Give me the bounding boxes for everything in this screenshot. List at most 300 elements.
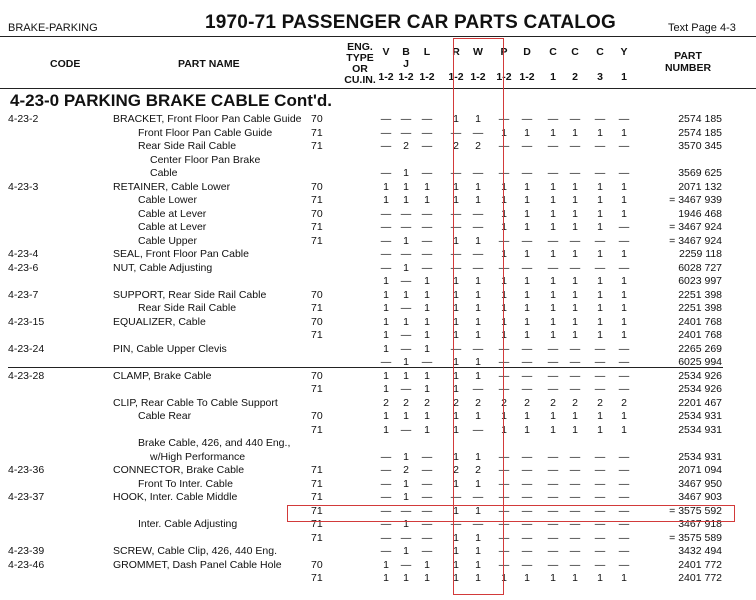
row-vehicle-qty: 1 [403, 261, 409, 274]
row-vehicle-qty: 1 [524, 315, 530, 328]
row-part-name: CLIP, Rear Cable To Cable Support [113, 396, 278, 409]
row-code: 4-23-37 [8, 491, 45, 503]
row-vehicle-qty: 1 [597, 315, 603, 328]
row-part-number: 2534 931 [678, 450, 722, 463]
row-vehicle-qty: — [472, 383, 484, 395]
row-vehicle-qty: 1 [501, 194, 507, 206]
row-vehicle-qty: — [400, 275, 412, 287]
row-part-name: Front To Inter. Cable [138, 477, 233, 490]
row-vehicle-qty: 1 [453, 558, 459, 571]
row-vehicle-qty: 2 [424, 396, 430, 409]
row-vehicle-qty: — [594, 383, 606, 395]
row-eng-type: 70 [311, 180, 323, 193]
row-vehicle-qty: 1 [524, 302, 530, 314]
row-part-name: NUT, Cable Adjusting [113, 261, 213, 274]
row-vehicle-qty: 1 [475, 315, 481, 328]
row-vehicle-qty: — [400, 423, 412, 436]
row-vehicle-qty: — [400, 207, 412, 220]
row-vehicle-qty: 2 [453, 140, 459, 152]
row-code: 4-23-39 [8, 545, 45, 557]
row-vehicle-qty: 1 [597, 302, 603, 314]
row-vehicle-qty: 1 [501, 221, 507, 233]
row-vehicle-qty: 1 [597, 221, 603, 233]
row-vehicle-qty: — [380, 126, 392, 139]
row-vehicle-qty: 2 [383, 396, 389, 409]
row-vehicle-qty: — [547, 491, 559, 503]
row-vehicle-qty: — [498, 369, 510, 382]
row-eng-type: 71 [311, 126, 323, 139]
row-vehicle-qty: 1 [524, 221, 530, 233]
row-vehicle-qty: 2 [453, 396, 459, 409]
row-vehicle-qty: 1 [572, 221, 578, 233]
vehicle-header-sub: 1-2 [519, 71, 535, 83]
row-vehicle-qty: 1 [475, 180, 481, 193]
row-vehicle-qty: 1 [501, 248, 507, 260]
row-eng-type: 70 [311, 207, 323, 220]
row-vehicle-qty: — [380, 248, 392, 260]
row-vehicle-qty: 1 [597, 248, 603, 260]
row-vehicle-qty: 1 [597, 275, 603, 287]
row-eng-type: 71 [311, 140, 323, 152]
row-vehicle-qty: 2 [475, 464, 481, 476]
row-vehicle-qty: 2 [597, 396, 603, 409]
row-vehicle-qty: 1 [424, 383, 430, 395]
row-part-name: Cable Rear [138, 410, 192, 422]
row-vehicle-qty: — [472, 342, 484, 355]
row-vehicle-qty: — [618, 342, 630, 355]
row-vehicle-qty: — [498, 167, 510, 179]
row-part-number: = 3467 924 [669, 234, 722, 247]
row-vehicle-qty: — [400, 531, 412, 544]
row-part-name: HOOK, Inter. Cable Middle [113, 491, 238, 503]
row-part-number: 2401 768 [678, 329, 722, 341]
row-vehicle-qty: — [521, 342, 533, 355]
highlight-row-3575592 [287, 505, 735, 522]
row-vehicle-qty: — [421, 491, 433, 503]
row-vehicle-qty: 2 [475, 140, 481, 152]
row-vehicle-qty: 2 [453, 464, 459, 476]
row-vehicle-qty: — [380, 545, 392, 557]
row-vehicle-qty: — [380, 531, 392, 544]
row-vehicle-qty: — [569, 558, 581, 571]
vehicle-header-sub: 1-2 [496, 71, 512, 83]
row-vehicle-qty: 1 [597, 410, 603, 422]
vehicle-header-letter: Y [620, 46, 628, 58]
row-code: 4-23-28 [8, 369, 45, 382]
row-vehicle-qty: — [569, 491, 581, 503]
row-vehicle-qty: 1 [383, 302, 389, 314]
row-vehicle-qty: — [421, 221, 433, 233]
vehicle-header-b-sub-letter: J [403, 58, 409, 70]
row-vehicle-qty: — [472, 518, 484, 530]
row-vehicle-qty: 1 [453, 356, 459, 368]
vehicle-header-letter: D [523, 46, 531, 58]
row-vehicle-qty: — [569, 545, 581, 557]
row-vehicle-qty: 1 [550, 302, 556, 314]
row-part-number: 2251 398 [678, 288, 722, 301]
row-vehicle-qty: — [547, 545, 559, 557]
row-part-number: 3467 918 [678, 518, 722, 530]
row-vehicle-qty: — [498, 261, 510, 274]
row-vehicle-qty: — [569, 342, 581, 355]
row-part-number: = 3575 592 [669, 504, 722, 517]
row-vehicle-qty: — [547, 342, 559, 355]
row-vehicle-qty: — [618, 356, 630, 368]
row-vehicle-qty: 1 [475, 410, 481, 422]
row-part-name: CONNECTOR, Brake Cable [113, 464, 245, 476]
row-part-number: 2574 185 [678, 126, 722, 139]
row-part-name: Cable Upper [138, 234, 197, 247]
row-part-number: 2401 772 [678, 558, 722, 571]
row-vehicle-qty: 1 [597, 126, 603, 139]
row-vehicle-qty: 1 [424, 315, 430, 328]
row-vehicle-qty: — [380, 464, 392, 476]
row-vehicle-qty: 1 [453, 113, 459, 125]
row-eng-type: 71 [311, 504, 323, 517]
row-vehicle-qty: 1 [403, 477, 409, 490]
vehicle-header-letter: W [473, 46, 483, 58]
row-vehicle-qty: — [594, 140, 606, 152]
row-vehicle-qty: — [547, 504, 559, 517]
vehicle-header-letter: L [423, 46, 431, 58]
row-vehicle-qty: — [521, 491, 533, 503]
row-part-number: 2265 269 [678, 342, 722, 355]
row-vehicle-qty: 1 [572, 248, 578, 260]
row-vehicle-qty: 1 [383, 180, 389, 193]
row-part-name: w/High Performance [150, 450, 246, 463]
row-vehicle-qty: 1 [424, 369, 430, 382]
row-vehicle-qty: — [618, 234, 630, 247]
row-vehicle-qty: — [380, 356, 392, 368]
row-vehicle-qty: — [594, 477, 606, 490]
row-vehicle-qty: 1 [424, 329, 430, 341]
row-part-number: 6023 997 [678, 275, 722, 287]
row-vehicle-qty: — [400, 383, 412, 395]
row-vehicle-qty: 1 [572, 275, 578, 287]
row-vehicle-qty: 2 [475, 396, 481, 409]
row-vehicle-qty: 1 [501, 180, 507, 193]
row-vehicle-qty: 1 [475, 302, 481, 314]
row-eng-type: 70 [311, 410, 323, 422]
row-vehicle-qty: — [547, 113, 559, 125]
row-vehicle-qty: 1 [621, 302, 627, 314]
row-vehicle-qty: — [498, 518, 510, 530]
row-vehicle-qty: — [618, 464, 630, 476]
row-vehicle-qty: 1 [424, 342, 430, 355]
vehicle-header-sub: 1-2 [398, 71, 414, 83]
row-part-name: BRACKET, Front Floor Pan Cable Guide [113, 113, 302, 125]
row-part-number: 3570 345 [678, 140, 722, 152]
row-eng-type: 71 [311, 194, 323, 206]
row-vehicle-qty: 1 [475, 477, 481, 490]
row-code: 4-23-46 [8, 558, 45, 571]
row-vehicle-qty: 1 [597, 180, 603, 193]
row-part-name: Center Floor Pan Brake [150, 153, 261, 166]
row-vehicle-qty: — [569, 140, 581, 152]
row-vehicle-qty: 1 [550, 410, 556, 422]
row-vehicle-qty: — [521, 383, 533, 395]
row-vehicle-qty: 1 [597, 288, 603, 301]
row-vehicle-qty: — [380, 491, 392, 503]
row-vehicle-qty: 1 [572, 207, 578, 220]
row-vehicle-qty: 1 [383, 369, 389, 382]
row-vehicle-qty: — [547, 261, 559, 274]
row-vehicle-qty: 1 [550, 329, 556, 341]
row-vehicle-qty: 1 [453, 450, 459, 463]
row-vehicle-qty: 1 [453, 329, 459, 341]
vehicle-header-letter: P [500, 46, 508, 58]
row-vehicle-qty: 1 [383, 329, 389, 341]
row-vehicle-qty: 1 [424, 572, 430, 584]
row-vehicle-qty: 2 [403, 140, 409, 152]
row-vehicle-qty: 1 [524, 180, 530, 193]
row-vehicle-qty: — [400, 504, 412, 517]
row-vehicle-qty: — [421, 261, 433, 274]
row-part-number: 1946 468 [678, 207, 722, 220]
row-vehicle-qty: — [380, 261, 392, 274]
row-vehicle-qty: 1 [453, 477, 459, 490]
row-vehicle-qty: 1 [453, 315, 459, 328]
row-vehicle-qty: 1 [383, 383, 389, 395]
row-vehicle-qty: — [618, 167, 630, 179]
row-vehicle-qty: — [618, 545, 630, 557]
row-vehicle-qty: 1 [621, 275, 627, 287]
row-vehicle-qty: — [618, 491, 630, 503]
row-vehicle-qty: 1 [524, 572, 530, 584]
row-part-name: Inter. Cable Adjusting [138, 518, 238, 530]
row-vehicle-qty: — [498, 234, 510, 247]
row-vehicle-qty: — [400, 342, 412, 355]
vehicle-header-letter: C [571, 46, 579, 58]
row-vehicle-qty: 1 [621, 288, 627, 301]
row-eng-type: 71 [311, 221, 323, 233]
row-vehicle-qty: 1 [424, 558, 430, 571]
row-vehicle-qty: — [380, 504, 392, 517]
row-vehicle-qty: 1 [403, 369, 409, 382]
row-vehicle-qty: 1 [501, 315, 507, 328]
row-vehicle-qty: — [400, 126, 412, 139]
row-vehicle-qty: 1 [475, 329, 481, 341]
row-vehicle-qty: — [472, 207, 484, 220]
row-vehicle-qty: 1 [403, 572, 409, 584]
header-bottom-rule [0, 88, 756, 89]
row-vehicle-qty: — [569, 531, 581, 544]
row-vehicle-qty: 1 [501, 572, 507, 584]
row-part-name: SCREW, Cable Clip, 426, 440 Eng. [113, 545, 278, 557]
row-eng-type: 71 [311, 464, 323, 476]
row-vehicle-qty: 1 [453, 180, 459, 193]
row-vehicle-qty: — [450, 261, 462, 274]
row-vehicle-qty: 1 [550, 572, 556, 584]
row-vehicle-qty: 1 [572, 194, 578, 206]
row-vehicle-qty: — [594, 234, 606, 247]
row-vehicle-qty: 1 [572, 315, 578, 328]
row-vehicle-qty: — [380, 167, 392, 179]
row-vehicle-qty: 1 [383, 342, 389, 355]
row-part-number: 3467 950 [678, 477, 722, 490]
row-vehicle-qty: 1 [572, 572, 578, 584]
row-vehicle-qty: — [594, 531, 606, 544]
row-part-name: Front Floor Pan Cable Guide [138, 126, 273, 139]
row-vehicle-qty: — [521, 167, 533, 179]
row-code: 4-23-24 [8, 342, 45, 355]
row-vehicle-qty: 1 [424, 275, 430, 287]
row-vehicle-qty: — [521, 234, 533, 247]
row-part-name: Cable at Lever [138, 221, 207, 233]
row-vehicle-qty: — [594, 464, 606, 476]
row-eng-type: 71 [311, 234, 323, 247]
row-vehicle-qty: — [594, 167, 606, 179]
row-vehicle-qty: 1 [383, 194, 389, 206]
row-vehicle-qty: — [421, 234, 433, 247]
row-part-number: 2534 926 [678, 369, 722, 382]
row-vehicle-qty: 2 [621, 396, 627, 409]
row-vehicle-qty: — [569, 167, 581, 179]
row-vehicle-qty: — [569, 504, 581, 517]
row-vehicle-qty: 1 [475, 545, 481, 557]
row-vehicle-qty: — [472, 261, 484, 274]
row-vehicle-qty: — [421, 113, 433, 125]
row-vehicle-qty: 1 [475, 194, 481, 206]
row-vehicle-qty: 1 [550, 207, 556, 220]
row-vehicle-qty: — [618, 369, 630, 382]
row-vehicle-qty: — [521, 369, 533, 382]
row-vehicle-qty: 1 [597, 423, 603, 436]
row-part-number: = 3575 589 [669, 531, 722, 544]
row-vehicle-qty: — [421, 450, 433, 463]
row-vehicle-qty: — [380, 113, 392, 125]
row-vehicle-qty: 1 [524, 288, 530, 301]
column-header-part-name: PART NAME [178, 58, 240, 70]
row-eng-type: 71 [311, 383, 323, 395]
row-part-number: 2574 185 [678, 113, 722, 125]
header-top-rule [0, 36, 756, 37]
vehicle-header-sub: 1 [621, 71, 627, 83]
row-vehicle-qty: 1 [597, 194, 603, 206]
row-vehicle-qty: — [521, 450, 533, 463]
row-vehicle-qty: 1 [597, 329, 603, 341]
row-vehicle-qty: 1 [572, 329, 578, 341]
row-vehicle-qty: — [498, 558, 510, 571]
row-vehicle-qty: 1 [550, 126, 556, 139]
row-part-number: = 3467 939 [669, 194, 722, 206]
row-vehicle-qty: 1 [501, 126, 507, 139]
row-vehicle-qty: 1 [453, 383, 459, 395]
row-code: 4-23-2 [8, 113, 39, 125]
row-vehicle-qty: 1 [403, 315, 409, 328]
row-vehicle-qty: 1 [403, 234, 409, 247]
row-vehicle-qty: — [618, 113, 630, 125]
row-vehicle-qty: 1 [424, 288, 430, 301]
row-vehicle-qty: — [498, 356, 510, 368]
row-part-name: CLAMP, Brake Cable [113, 369, 212, 382]
row-vehicle-qty: 1 [475, 234, 481, 247]
row-part-name: SUPPORT, Rear Side Rail Cable [113, 288, 267, 301]
row-part-number: 6025 994 [678, 356, 722, 368]
row-part-name: RETAINER, Cable Lower [113, 180, 231, 193]
row-part-name: PIN, Cable Upper Clevis [113, 342, 227, 355]
row-vehicle-qty: — [594, 369, 606, 382]
row-vehicle-qty: 1 [550, 248, 556, 260]
vehicle-header-letter: V [382, 46, 390, 58]
row-vehicle-qty: — [594, 113, 606, 125]
row-vehicle-qty: 1 [453, 504, 459, 517]
row-vehicle-qty: 1 [524, 329, 530, 341]
row-vehicle-qty: — [498, 477, 510, 490]
row-vehicle-qty: 1 [424, 423, 430, 436]
vehicle-header-sub: 1-2 [419, 71, 435, 83]
row-vehicle-qty: 1 [453, 369, 459, 382]
row-vehicle-qty: 1 [597, 572, 603, 584]
row-eng-type: 71 [311, 572, 323, 584]
row-vehicle-qty: — [380, 207, 392, 220]
vehicle-header-letter: C [596, 46, 604, 58]
row-vehicle-qty: 2 [403, 396, 409, 409]
row-vehicle-qty: 1 [383, 275, 389, 287]
row-eng-type: 70 [311, 113, 323, 125]
row-vehicle-qty: — [521, 558, 533, 571]
row-vehicle-qty: 1 [572, 288, 578, 301]
vehicle-header-sub: 1-2 [378, 71, 394, 83]
row-vehicle-qty: — [618, 221, 630, 233]
row-vehicle-qty: — [472, 423, 484, 436]
row-vehicle-qty: 2 [501, 396, 507, 409]
row-vehicle-qty: 1 [403, 518, 409, 530]
row-vehicle-qty: 1 [453, 410, 459, 422]
row-vehicle-qty: 1 [524, 423, 530, 436]
row-vehicle-qty: — [472, 126, 484, 139]
row-vehicle-qty: — [380, 140, 392, 152]
row-vehicle-qty: 1 [475, 531, 481, 544]
row-vehicle-qty: 1 [524, 410, 530, 422]
row-vehicle-qty: — [498, 342, 510, 355]
row-vehicle-qty: 1 [501, 423, 507, 436]
row-vehicle-qty: — [380, 477, 392, 490]
row-part-number: 3569 625 [678, 167, 722, 179]
row-vehicle-qty: 1 [475, 288, 481, 301]
vehicle-header-sub: 2 [572, 71, 578, 83]
row-vehicle-qty: 1 [621, 423, 627, 436]
row-eng-type: 71 [311, 477, 323, 490]
row-vehicle-qty: 1 [453, 545, 459, 557]
row-vehicle-qty: — [421, 464, 433, 476]
row-vehicle-qty: 1 [453, 194, 459, 206]
row-vehicle-qty: — [569, 464, 581, 476]
row-eng-type: 71 [311, 518, 323, 530]
row-vehicle-qty: — [594, 545, 606, 557]
row-part-number: 2534 931 [678, 410, 722, 422]
row-vehicle-qty: — [450, 342, 462, 355]
row-vehicle-qty: — [569, 356, 581, 368]
row-vehicle-qty: — [594, 518, 606, 530]
row-vehicle-qty: 1 [597, 207, 603, 220]
row-vehicle-qty: — [521, 477, 533, 490]
row-vehicle-qty: 1 [403, 356, 409, 368]
row-vehicle-qty: 1 [383, 315, 389, 328]
row-part-number: = 3467 924 [669, 221, 722, 233]
row-vehicle-qty: — [547, 464, 559, 476]
row-vehicle-qty: 1 [475, 572, 481, 584]
row-vehicle-qty: 1 [475, 113, 481, 125]
row-vehicle-qty: — [569, 113, 581, 125]
row-vehicle-qty: 1 [550, 275, 556, 287]
row-vehicle-qty: — [521, 504, 533, 517]
row-code: 4-23-4 [8, 248, 39, 260]
row-part-name: GROMMET, Dash Panel Cable Hole [113, 558, 282, 571]
row-part-name: Cable [150, 167, 178, 179]
row-vehicle-qty: 1 [621, 572, 627, 584]
row-code: 4-23-7 [8, 288, 39, 301]
